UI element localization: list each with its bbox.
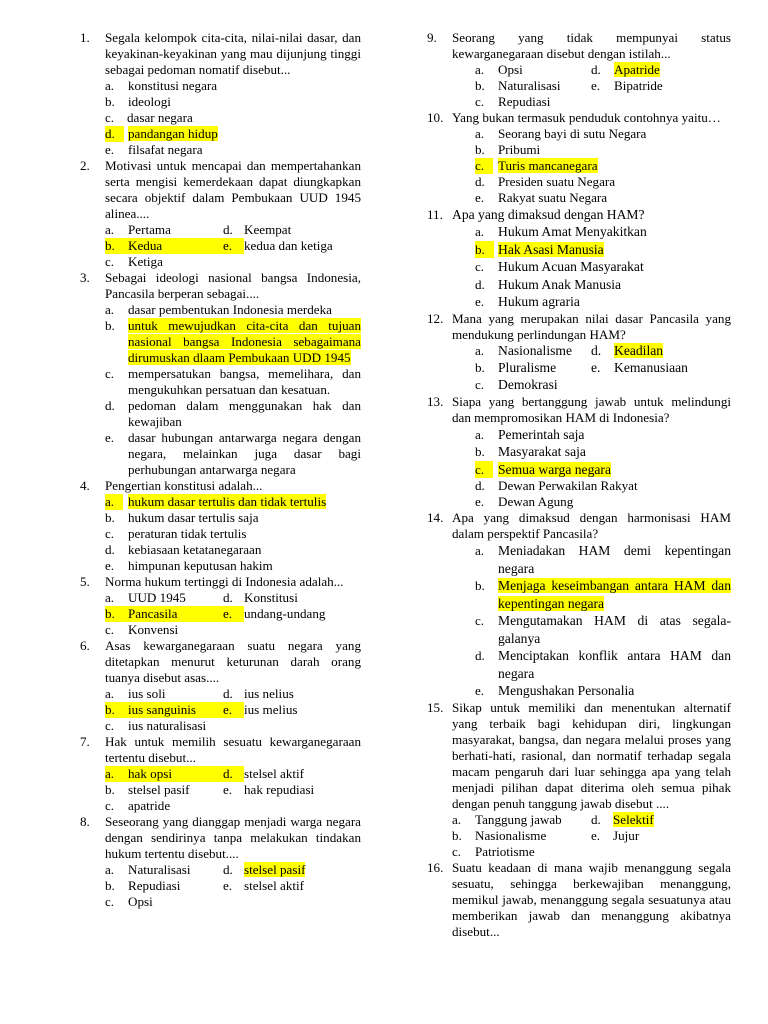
- option-letter: d.: [105, 126, 124, 142]
- question-number: 10.: [427, 110, 444, 125]
- option-row: [80, 606, 361, 622]
- option-12a: a. Nasionalisme: [475, 342, 572, 358]
- question-6: [80, 638, 361, 686]
- question-text: Sebagai ideologi nasional bangsa Indonesia, Pancasila berperan sebagai....: [105, 270, 361, 301]
- question-number: 9.: [427, 30, 437, 45]
- option-group-14: [427, 542, 731, 700]
- option-text: filsafat negara: [128, 142, 203, 157]
- option-9b: b. Naturalisasi: [475, 78, 561, 93]
- question-number: 14.: [427, 510, 444, 525]
- option-11e: e. Hukum agraria: [475, 294, 580, 309]
- question-number: 15.: [427, 699, 444, 715]
- option-2b-answer: b. Kedua: [105, 238, 223, 254]
- question-16: [427, 860, 731, 940]
- question-text: Mana yang merupakan nilai dasar Pancasila yang mendukung perlindungan HAM?: [452, 310, 731, 342]
- option-row: [80, 878, 361, 894]
- option-10d: d. Presiden suatu Negara: [475, 174, 616, 189]
- option-3c: c. mempersatukan bangsa, memelihara, dan mengukuhkan persatuan dan kesatuan.: [105, 366, 361, 397]
- option-14d: d. Menciptakan konflik antara HAM dan negara: [475, 648, 731, 681]
- option-3e: e. dasar hubungan antarwarga negara dengan negara, melainkan juga dasar bagi perhubungan antarwarga negara: [105, 430, 361, 477]
- option-8e: e. stelsel aktif: [223, 878, 304, 893]
- question-text: Hak untuk memilih sesuatu kewarganegaraan tertentu disebut...: [105, 734, 361, 765]
- question-text: Motivasi untuk mencapai dan mempertahankan serta mengisi kemerdekaan dapat diungkapkan secara objektif dalam Pembukaan UUD 1945 alinea....: [105, 158, 361, 221]
- question-13: [427, 394, 731, 426]
- question-number: 2.: [80, 158, 90, 173]
- option-7a-answer: a. hak opsi: [105, 766, 223, 782]
- option-15d-answer: d. Selektif: [591, 811, 654, 827]
- option-row: [80, 798, 361, 814]
- option-9a: a. Opsi: [475, 62, 523, 77]
- question-1: [80, 30, 361, 78]
- question-number: 4.: [80, 478, 90, 493]
- option-9c: c. Repudiasi: [475, 94, 551, 109]
- option-11a: a. Hukum Amat Menyakitkan: [475, 224, 647, 239]
- option-14b-answer: b. Menjaga keseimbangan antara HAM dan kepentingan negara: [475, 578, 731, 611]
- question-4: [80, 478, 361, 494]
- question-text: Siapa yang bertanggung jawab untuk melindungi dan mempromosikan HAM di Indonesia?: [452, 393, 731, 425]
- question-text: Seseorang yang dianggap menjadi warga negara dengan sendirinya tanpa melakukan tindakan hukum tertentu disebut....: [105, 814, 361, 861]
- option-7d: d. stelsel aktif: [223, 766, 304, 781]
- option-15b: b. Nasionalisme: [452, 827, 547, 843]
- option-13a: a. Pemerintah saja: [475, 426, 585, 442]
- question-number: 13.: [427, 393, 444, 409]
- option-group-11: [427, 223, 731, 311]
- option-8b: b. Repudiasi: [105, 878, 181, 893]
- option-4a-answer: a. hukum dasar tertulis dan tidak tertulis: [105, 494, 327, 509]
- option-10e: e. Rakyat suatu Negara: [475, 190, 608, 205]
- option-1c: [80, 110, 361, 126]
- option-text: dasar negara: [127, 110, 193, 125]
- option-14e: e. Mengushakan Personalia: [475, 683, 635, 698]
- option-letter: c.: [105, 110, 115, 125]
- option-3d: d. pedoman dalam menggunakan hak dan kewajiban: [105, 398, 361, 429]
- question-8: [80, 814, 361, 862]
- option-5b-answer: b. Pancasila: [105, 606, 223, 622]
- option-letter: a.: [105, 78, 115, 93]
- question-text: Yang bukan termasuk penduduk contohnya yaitu…: [452, 110, 721, 125]
- option-3b-answer: b. untuk mewujudkan cita-cita dan tujuan nasional bangsa Indonesia sebagaimana dirumuskan dlaam Pembukaan UDD 1945: [105, 318, 361, 365]
- option-10c-answer: c. Turis mancanegara: [475, 158, 598, 173]
- option-row: [427, 377, 731, 394]
- option-6c: c. ius naturalisasi: [105, 718, 207, 733]
- option-row: [427, 94, 731, 110]
- option-row: [80, 702, 361, 718]
- question-14: [427, 510, 731, 542]
- option-8a: a. Naturalisasi: [105, 862, 191, 877]
- question-text: Pengertian konstitusi adalah...: [105, 478, 263, 493]
- option-row: [80, 238, 361, 254]
- option-row: [80, 686, 361, 702]
- option-row: [80, 222, 361, 238]
- option-2d: d. Keempat: [223, 222, 292, 237]
- question-text: Sikap untuk memiliki dan menentukan alternatif yang terbaik bagi kehidupan diri, lingkungan masyarakat, bangsa, dan negara melalui proses yang berhati-hati, rasional, dan normatif terhadap segala macam pengaruh dari luar sehingga apa yang telah menjadi pilihan dapat diterima oleh semua pihak dengan penuh tanggung jawab disebut ....: [452, 699, 731, 811]
- option-8d-answer: d. stelsel pasif: [223, 862, 306, 877]
- option-4d: d. kebiasaan ketatanegaraan: [105, 542, 262, 557]
- option-row: [427, 62, 731, 78]
- option-4c: c. peraturan tidak tertulis: [105, 526, 247, 541]
- option-7b: b. stelsel pasif: [105, 782, 190, 797]
- question-text: Asas kewarganegaraan suatu negara yang ditetapkan menurut keturunan darah orang tuanya disebut asas....: [105, 638, 361, 685]
- option-9e: e. Bipatride: [591, 78, 663, 93]
- option-5e: e. undang-undang: [223, 606, 326, 621]
- question-text: Suatu keadaan di mana wajib menanggung segala sesuatu, sehingga berkewajiban menanggung, memikul jawab, menanggung segala sesuatunya atau memberikan jawab dan menanggung akibatnya disebut...: [452, 859, 731, 939]
- option-row: [80, 254, 361, 270]
- option-7e: e. hak repudiasi: [223, 782, 315, 797]
- option-group-13: [427, 426, 731, 479]
- option-7c: c. apatride: [105, 798, 171, 813]
- option-row: [427, 812, 731, 828]
- question-number: 5.: [80, 574, 90, 589]
- option-row: [427, 360, 731, 377]
- option-6d: d. ius nelius: [223, 686, 294, 701]
- question-15: [427, 700, 731, 812]
- question-text: Norma hukum tertinggi di Indonesia adalah...: [105, 574, 344, 589]
- option-15a: a. Tanggung jawab: [452, 811, 562, 827]
- option-text: ideologi: [128, 94, 171, 109]
- question-11: [427, 206, 731, 223]
- option-1d-answer: [80, 126, 361, 142]
- option-row: [80, 590, 361, 606]
- question-number: 1.: [80, 30, 90, 45]
- question-number: 12.: [427, 310, 444, 326]
- option-text: pandangan hidup: [128, 126, 218, 141]
- option-5d: d. Konstitusi: [223, 590, 298, 605]
- option-1e: [80, 142, 361, 158]
- option-row: [427, 343, 731, 360]
- option-1a: [80, 78, 361, 94]
- option-13b: b. Masyarakat saja: [475, 444, 586, 459]
- option-12e: e. Kemanusiaan: [591, 359, 688, 375]
- option-6a: a. ius soli: [105, 686, 166, 701]
- question-10: [427, 110, 731, 126]
- option-text: konstitusi negara: [128, 78, 218, 93]
- option-12c: c. Demokrasi: [475, 376, 558, 392]
- option-row: [427, 844, 731, 860]
- option-letter: b.: [105, 94, 115, 109]
- option-row: [427, 78, 731, 94]
- question-7: [80, 734, 361, 766]
- option-6b-answer: b. ius sanguinis: [105, 702, 223, 718]
- question-number: 16.: [427, 859, 444, 875]
- option-4b: b. hukum dasar tertulis saja: [105, 510, 259, 525]
- question-number: 11.: [427, 207, 443, 222]
- option-15c: c. Patriotisme: [452, 843, 535, 859]
- option-2a: a. Pertama: [105, 222, 171, 237]
- question-2: [80, 158, 361, 222]
- option-row: [80, 862, 361, 878]
- option-row: [80, 782, 361, 798]
- option-row: [80, 894, 361, 910]
- question-9: [427, 30, 731, 62]
- option-11c: c. Hukum Acuan Masyarakat: [475, 259, 644, 274]
- option-4e: e. himpunan keputusan hakim: [105, 558, 273, 573]
- option-row: [80, 718, 361, 734]
- option-13c-answer: c. Semua warga negara: [475, 461, 611, 477]
- option-12b: b. Pluralisme: [475, 359, 557, 375]
- option-2c: c. Ketiga: [105, 254, 163, 269]
- right-column: [427, 30, 731, 940]
- option-8c: c. Opsi: [105, 894, 153, 909]
- option-2e-answer: e. kedua dan ketiga: [223, 238, 333, 253]
- option-5a: a. UUD 1945: [105, 590, 186, 605]
- option-6e: e. ius melius: [223, 702, 298, 717]
- option-row: [80, 622, 361, 638]
- question-12: [427, 311, 731, 343]
- option-1b: [80, 94, 361, 110]
- option-row: [427, 828, 731, 844]
- option-14c: c. Mengutamakan HAM di atas segala-galanya: [475, 613, 731, 646]
- option-3a: a. dasar pembentukan Indonesia merdeka: [105, 302, 332, 317]
- option-12d-answer: d. Keadilan: [591, 342, 664, 358]
- question-text: Segala kelompok cita-cita, nilai-nilai dasar, dan keyakinan-keyakinan yang mau dijunjung tinggi sebagai pedoman nomatif disebut...: [105, 30, 361, 77]
- question-number: 7.: [80, 734, 90, 749]
- question-3: [80, 270, 361, 302]
- option-13d: d. Dewan Perwakilan Rakyat: [475, 478, 638, 493]
- question-text: Apa yang dimaksud dengan HAM?: [452, 207, 645, 222]
- question-number: 3.: [80, 270, 90, 285]
- question-text: Apa yang dimaksud dengan harmonisasi HAM dalam perspektif Pancasila?: [452, 510, 731, 541]
- option-10a: a. Seorang bayi di sutu Negara: [475, 126, 647, 141]
- question-number: 6.: [80, 638, 90, 653]
- option-14a: a. Meniadakan HAM demi kepentingan negara: [475, 543, 731, 576]
- option-row: [80, 766, 361, 782]
- option-13e: e. Dewan Agung: [475, 494, 574, 509]
- question-number: 8.: [80, 814, 90, 829]
- option-11d: d. Hukum Anak Manusia: [475, 276, 622, 292]
- question-5: [80, 574, 361, 590]
- left-column: [80, 30, 361, 910]
- option-9d-answer: d. Apatride: [591, 62, 660, 77]
- option-5c: c. Konvensi: [105, 622, 179, 637]
- option-11b-answer: b. Hak Asasi Manusia: [475, 241, 604, 257]
- option-15e: e. Jujur: [591, 827, 640, 843]
- question-text: Seorang yang tidak mempunyai status kewarganegaraan disebut dengan istilah...: [452, 30, 731, 61]
- option-10b: b. Pribumi: [475, 142, 541, 157]
- option-letter: e.: [105, 142, 115, 157]
